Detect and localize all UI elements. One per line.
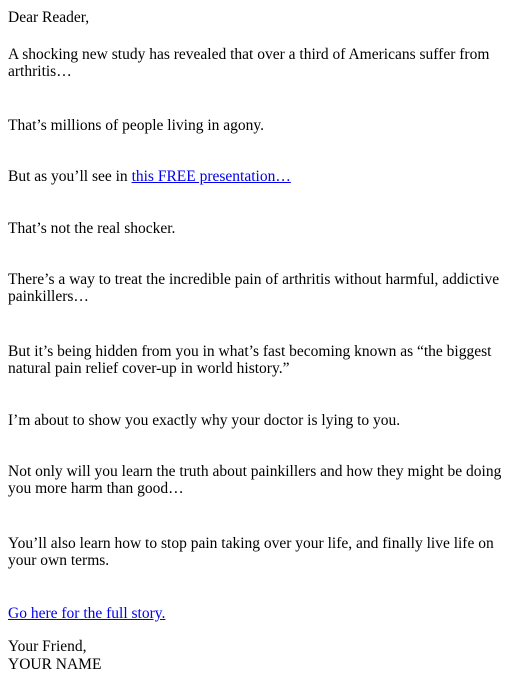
greeting: Dear Reader, <box>8 9 90 26</box>
signoff: Your Friend, <box>8 638 87 655</box>
paragraph-cover-up: But it’s being hidden from you in what’s fast becoming known as “the biggest natural pain relief cover-up in world history.” <box>8 343 492 377</box>
paragraph-study: A shocking new study has revealed that over a third of Americans suffer from arthritis… <box>8 46 490 80</box>
cta-paragraph <box>8 605 513 622</box>
free-presentation-link[interactable]: this FREE presentation… <box>131 168 291 185</box>
paragraph-millions: That’s millions of people living in agony. <box>8 117 265 134</box>
signature: YOUR NAME <box>8 656 102 673</box>
paragraph-doctor: I’m about to show you exactly why your doctor is lying to you. <box>8 412 401 429</box>
full-story-link[interactable]: Go here for the full story. <box>8 605 166 622</box>
paragraph-shocker: That’s not the real shocker. <box>8 220 176 237</box>
paragraph-truth: Not only will you learn the truth about painkillers and how they might be doing you more harm than good… <box>8 463 502 497</box>
paragraph-treat-pain: There’s a way to treat the incredible pain of arthritis without harmful, addictive painkillers… <box>8 271 500 305</box>
paragraph-presentation <box>8 168 513 185</box>
paragraph-stop-pain: You’ll also learn how to stop pain taking over your life, and finally live life on your own terms. <box>8 535 494 569</box>
paragraph-presentation-text: But as you’ll see in <box>8 168 132 185</box>
